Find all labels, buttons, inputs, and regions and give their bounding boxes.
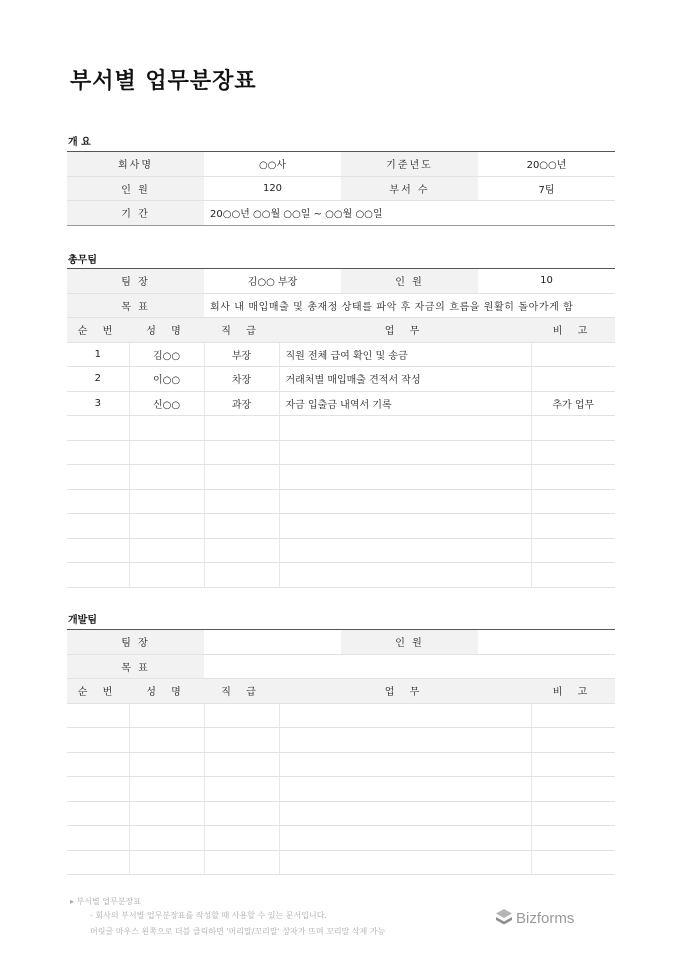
company-value[interactable]: ○○사 <box>204 152 341 177</box>
row-rank[interactable]: 부장 <box>204 342 279 367</box>
col-header-name: 성 명 <box>129 679 204 704</box>
table-row <box>67 654 615 679</box>
overview-section-label: 개 요 <box>68 137 91 148</box>
dev-table <box>67 629 615 875</box>
table-row <box>67 176 615 201</box>
row-task[interactable]: 직원 전체 급여 확인 및 송금 <box>279 342 531 367</box>
goal-value[interactable]: 회사 내 매입매출 및 총재정 상태를 파악 후 자금의 흐름을 원활히 돌아가게 함 <box>204 293 615 318</box>
base-year-value[interactable]: 20○○년 <box>478 152 615 177</box>
table-row <box>67 630 615 655</box>
footer-description: - 회사의 부서별 업무분장표를 작성할 때 사용할 수 있는 문서입니다. <box>90 911 327 920</box>
row-task[interactable]: 거래처별 매입매출 견적서 작성 <box>279 367 531 392</box>
empty-row <box>67 801 615 826</box>
staff-label: 인 원 <box>341 630 478 655</box>
row-name[interactable]: 이○○ <box>129 367 204 392</box>
staff-label: 인 원 <box>67 176 204 201</box>
table-row <box>67 367 615 392</box>
row-task[interactable]: 자금 입출금 내역서 기록 <box>279 391 531 416</box>
col-header-name: 성 명 <box>129 318 204 343</box>
period-value[interactable]: 20○○년 ○○월 ○○일 ~ ○○월 ○○일 <box>204 201 615 226</box>
empty-row <box>67 752 615 777</box>
company-label: 회사명 <box>67 152 204 177</box>
row-name[interactable]: 신○○ <box>129 391 204 416</box>
staff-value[interactable] <box>478 630 615 655</box>
page-title: 부서별 업무분장표 <box>70 69 257 94</box>
row-rank[interactable]: 차장 <box>204 367 279 392</box>
general-table <box>67 268 615 588</box>
col-header-no: 순 번 <box>67 318 129 343</box>
empty-row <box>67 728 615 753</box>
dept-count-label: 부서 수 <box>341 176 478 201</box>
row-rank[interactable]: 과장 <box>204 391 279 416</box>
row-no[interactable]: 1 <box>67 342 129 367</box>
staff-label: 인 원 <box>341 269 478 294</box>
table-row <box>67 269 615 294</box>
col-header-rank: 직 급 <box>204 679 279 704</box>
row-note[interactable] <box>531 342 615 367</box>
empty-row <box>67 489 615 514</box>
goal-value[interactable] <box>204 654 615 679</box>
col-header-no: 순 번 <box>67 679 129 704</box>
table-header-row <box>67 318 615 343</box>
table-row <box>67 391 615 416</box>
row-note[interactable] <box>531 367 615 392</box>
footer-hint: 머릿글 마우스 왼쪽으로 더블 클릭하면 '머리말/꼬리말' 상자가 뜨며 꼬리말 삭제 가능 <box>90 927 386 936</box>
row-no[interactable]: 3 <box>67 391 129 416</box>
period-label: 기 간 <box>67 201 204 226</box>
row-note[interactable]: 추가 업무 <box>531 391 615 416</box>
bizforms-logo <box>495 908 574 927</box>
leader-label: 팀 장 <box>67 269 204 294</box>
footer-title: ▸ 부서별 업무분장표 <box>70 897 141 906</box>
col-header-task: 업 무 <box>279 679 531 704</box>
table-row <box>67 293 615 318</box>
empty-row <box>67 514 615 539</box>
row-name[interactable]: 김○○ <box>129 342 204 367</box>
empty-row <box>67 563 615 588</box>
table-row <box>67 201 615 226</box>
page-footer <box>0 890 680 950</box>
leader-value[interactable] <box>204 630 341 655</box>
empty-row <box>67 777 615 802</box>
col-header-rank: 직 급 <box>204 318 279 343</box>
empty-row <box>67 440 615 465</box>
goal-label: 목 표 <box>67 293 204 318</box>
base-year-label: 기준년도 <box>341 152 478 177</box>
row-no[interactable]: 2 <box>67 367 129 392</box>
table-row <box>67 152 615 177</box>
empty-row <box>67 416 615 441</box>
empty-row <box>67 538 615 563</box>
dev-section-label: 개발팀 <box>68 615 97 626</box>
empty-row <box>67 850 615 875</box>
general-section-label: 총무팀 <box>68 255 97 266</box>
table-header-row <box>67 679 615 704</box>
table-row <box>67 342 615 367</box>
col-header-note: 비 고 <box>531 679 615 704</box>
bizforms-logo-text: Bizforms <box>516 910 575 927</box>
bizforms-logo-icon <box>495 908 513 926</box>
col-header-note: 비 고 <box>531 318 615 343</box>
empty-row <box>67 465 615 490</box>
empty-row <box>67 703 615 728</box>
staff-value[interactable]: 120 <box>204 176 341 201</box>
staff-value[interactable]: 10 <box>478 269 615 294</box>
leader-label: 팀 장 <box>67 630 204 655</box>
overview-table <box>67 151 615 226</box>
dept-count-value[interactable]: 7팀 <box>478 176 615 201</box>
col-header-task: 업 무 <box>279 318 531 343</box>
leader-value[interactable]: 김○○ 부장 <box>204 269 341 294</box>
goal-label: 목 표 <box>67 654 204 679</box>
empty-row <box>67 826 615 851</box>
